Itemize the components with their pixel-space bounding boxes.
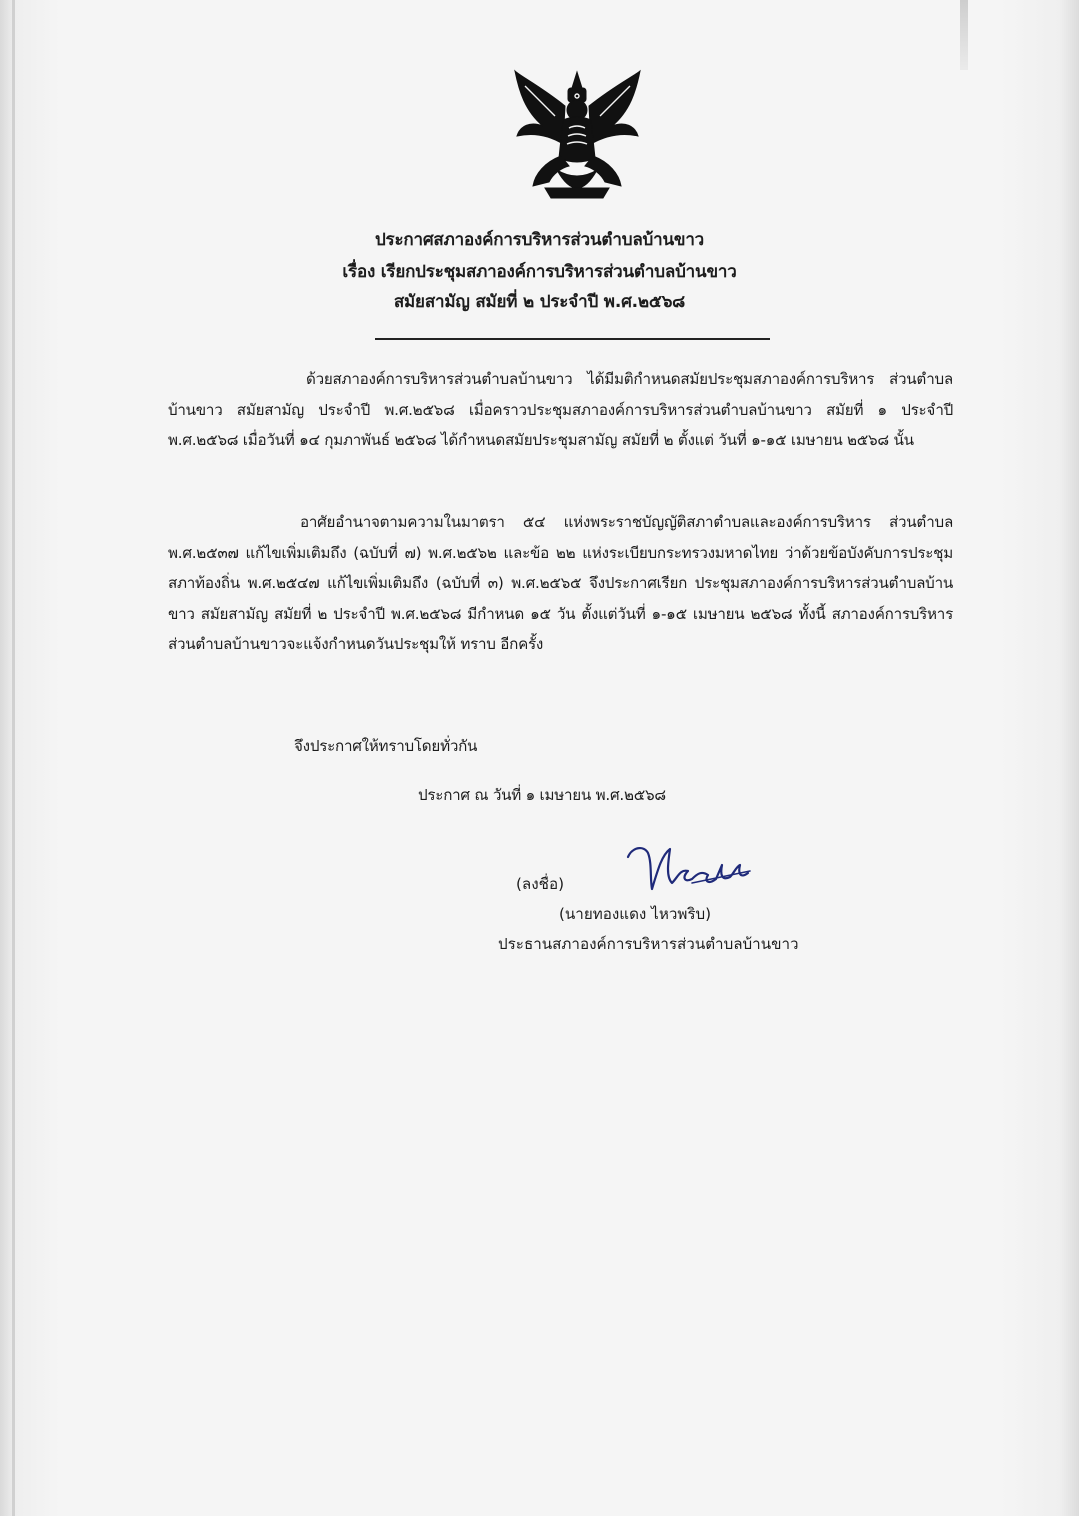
- announcement-subject: เรื่อง เรียกประชุมสภาองค์การบริหารส่วนตำบลบ้านขาว: [342, 262, 737, 282]
- announcement-date: ประกาศ ณ วันที่ ๑ เมษายน พ.ศ.๒๕๖๘: [418, 786, 666, 804]
- signatory-position: ประธานสภาองค์การบริหารส่วนตำบลบ้านขาว: [498, 935, 799, 953]
- body-paragraph-2: อาศัยอำนาจตามความในมาตรา ๕๔ แห่งพระราชบัญญัติสภาตำบลและองค์การบริหาร ส่วนตำบล พ.ศ.๒๕๓๗ แก้ไขเพิ่มเติมถึง (ฉบับที่ ๗) พ.ศ.๒๕๖๒ และข้อ ๒๒ แห่งระเบียบกระทรวงมหาดไทย ว่าด้วยข้อบังคับการประชุมสภาท้องถิ่น พ.ศ.๒๕๔๗ แก้ไขเพิ่มเติมถึง (ฉบับที่ ๓) พ.ศ.๒๕๖๕ จึงประกาศเรียก ประชุมสภาองค์การบริหารส่วนตำบลบ้านขาว สมัยสามัญ สมัยที่ ๒ ประจำปี พ.ศ.๒๕๖๘ มีกำหนด ๑๕ วัน ตั้งแต่วันที่ ๑-๑๕ เมษายน ๒๕๖๘ ทั้งนี้ สภาองค์การบริหารส่วนตำบลบ้านขาวจะแจ้งกำหนดวันประชุมให้ ทราบ อีกครั้ง: [168, 513, 953, 653]
- signatory-name: (นายทองแดง ไหวพริบ): [559, 905, 712, 923]
- title-divider: [375, 338, 770, 340]
- signature-label: (ลงชื่อ): [516, 875, 565, 893]
- closing-statement: จึงประกาศให้ทราบโดยทั่วกัน: [294, 737, 478, 755]
- handwritten-signature: [622, 843, 757, 898]
- body-paragraph-1: ด้วยสภาองค์การบริหารส่วนตำบลบ้านขาว ได้มีมติกำหนดสมัยประชุมสภาองค์การบริหาร ส่วนตำบลบ้านขาว สมัยสามัญ ประจำปี พ.ศ.๒๕๖๘ เมื่อคราวประชุมสภาองค์การบริหารส่วนตำบลบ้านขาว สมัยที่ ๑ ประจำปี พ.ศ.๒๕๖๘ เมื่อวันที่ ๑๔ กุมภาพันธ์ ๒๕๖๘ ได้กำหนดสมัยประชุมสามัญ สมัยที่ ๒ ตั้งแต่ วันที่ ๑-๑๕ เมษายน ๒๕๖๘ นั้น: [168, 370, 953, 449]
- scan-edge-mark: [960, 0, 968, 70]
- announcement-session: สมัยสามัญ สมัยที่ ๒ ประจำปี พ.ศ.๒๕๖๘: [393, 292, 686, 312]
- announcement-title: ประกาศสภาองค์การบริหารส่วนตำบลบ้านขาว: [374, 230, 705, 250]
- garuda-emblem-icon: [505, 66, 650, 206]
